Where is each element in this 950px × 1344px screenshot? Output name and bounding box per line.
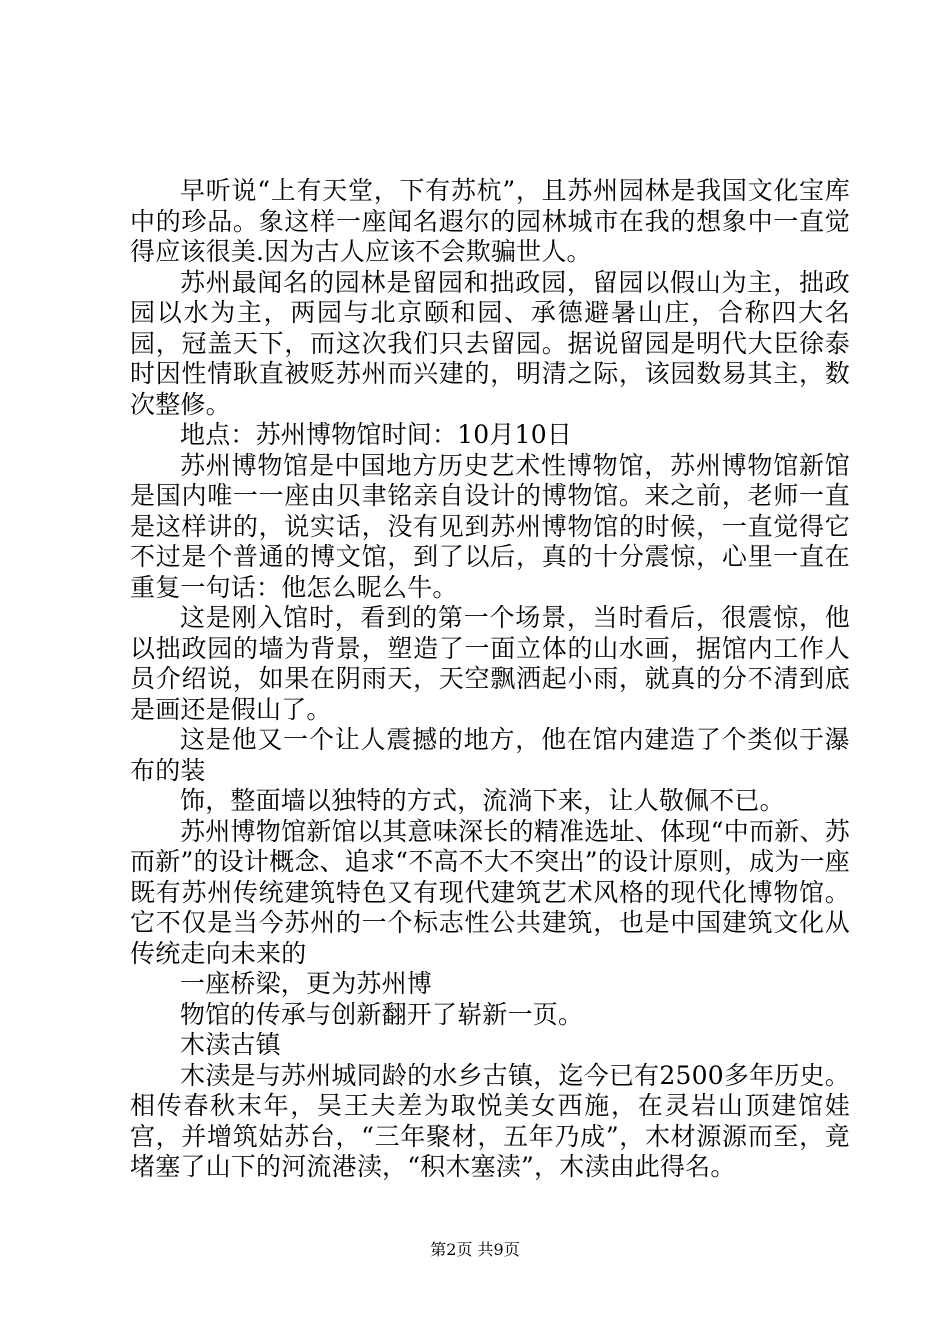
page-footer: [0, 1240, 950, 1260]
section-heading: 木渎古镇: [180, 1030, 281, 1059]
paragraph: 物馆的传承与创新翻开了崭新一页。: [180, 999, 584, 1029]
paragraph: 早听说“上有天堂，下有苏杭”，且苏州园林是我国文化宝库中的珍品。象这样一座闻名遐尔的园林城市在我的想象中一直觉得应该很美.因为古人应该不会欺骗世人。: [130, 176, 850, 266]
paragraph: 一座桥梁，更为苏州博: [180, 969, 433, 998]
paragraph: 饰，整面墙以独特的方式，流淌下来，让人敬佩不已。: [180, 786, 785, 815]
page-number: 第2页 共9页: [430, 1240, 520, 1259]
paragraph: 地点：苏州博物馆时间：10月10日: [180, 420, 573, 449]
paragraph: 苏州最闻名的园林是留园和拙政园，留园以假山为主，拙政园以水为主，两园与北京颐和园、承德避暑山庄，合称四大名园，冠盖天下，而这次我们只去留园。据说留园是明代大臣徐泰时因性情耿直被贬苏州而兴建的，明清之际，该园数易其主，数次整修。: [130, 267, 850, 419]
paragraph: 苏州博物馆是中国地方历史艺术性博物馆，苏州博物馆新馆是国内唯一一座由贝聿铭亲自设计的博物馆。来之前，老师一直是这样讲的，说实话，没有见到苏州博物馆的时候，一直觉得它不过是个普通的博文馆，到了以后，真的十分震惊，心里一直在重复一句话：他怎么昵么牛。: [130, 450, 850, 602]
paragraph: 这是刚入馆时，看到的第一个场景，当时看后，很震惊，他以拙政园的墙为背景，塑造了一面立体的山水画，据馆内工作人员介绍说，如果在阴雨天，天空飘洒起小雨，就真的分不清到底是画还是假山了。: [130, 603, 850, 724]
paragraph: 木渎是与苏州城同龄的水乡古镇，迄今已有2500多年历史。相传春秋末年，吴王夫差为取悦美女西施，在灵岩山顶建馆娃宫，并增筑姑苏台，“三年聚材，五年乃成”，木材源源而至，竟堵塞了山下的河流港渎，“积木塞渎”，木渎由此得名。: [130, 1060, 850, 1181]
paragraph: 这是他又一个让人震撼的地方，他在馆内建造了个类似于瀑布的装: [130, 725, 850, 785]
document-body: [130, 176, 850, 1183]
paragraph: 苏州博物馆新馆以其意味深长的精准选址、体现“中而新、苏而新”的设计概念、追求“不高不大不突出”的设计原则，成为一座既有苏州传统建筑特色又有现代建筑艺术风格的现代化博物馆。它不仅是当今苏州的一个标志性公共建筑，也是中国建筑文化从传统走向未来的: [130, 816, 850, 968]
